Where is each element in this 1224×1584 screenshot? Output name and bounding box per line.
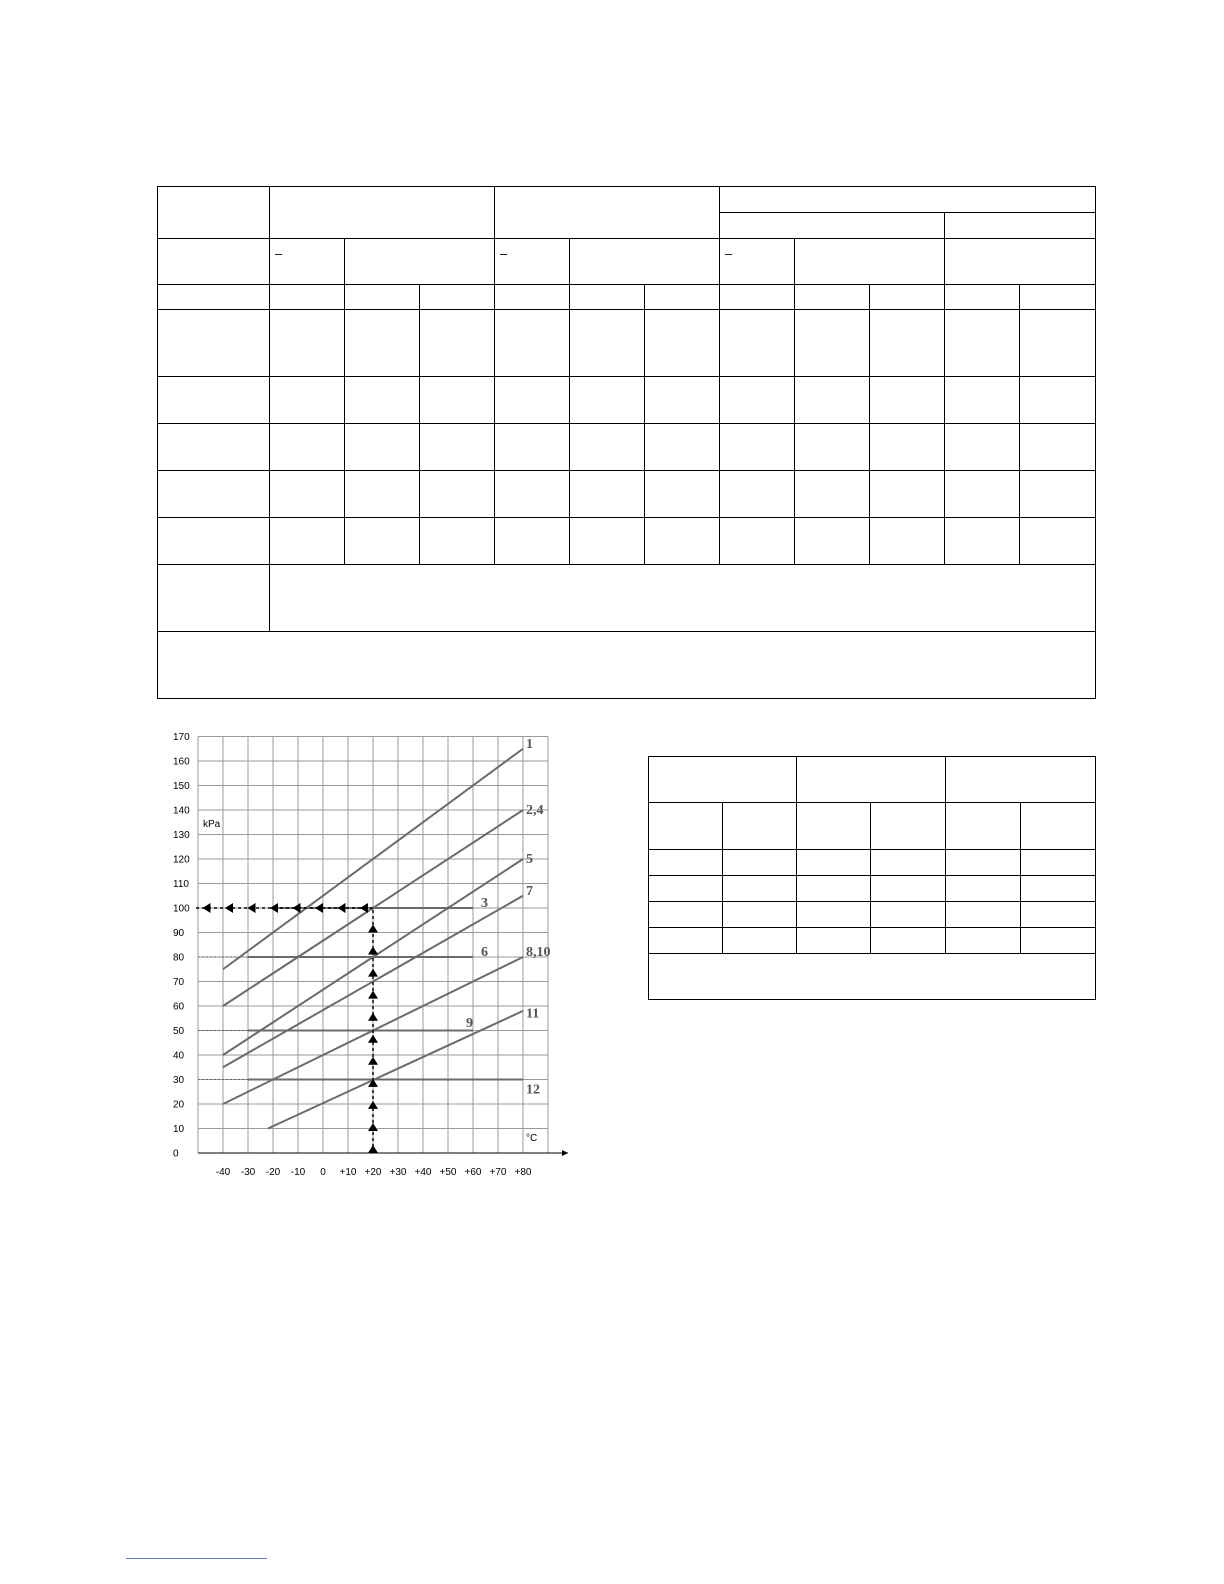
left-arrow [338,903,346,913]
y-tick-label: 30 [173,1075,185,1086]
table-row [649,803,1096,850]
table-cell [946,757,1096,803]
up-arrow [368,1145,378,1153]
table-cell [945,213,1096,239]
table-row [649,902,1096,928]
y-tick-label: 110 [173,879,189,890]
up-arrow [368,1057,378,1065]
series-label: 6 [481,945,488,961]
series-label: 9 [466,1016,473,1032]
up-arrow [368,991,378,999]
y-tick-label: 0 [173,1148,179,1160]
x-tick-label: -20 [265,1167,281,1178]
up-arrow [368,947,378,955]
y-tick-label: 160 [173,756,190,768]
table-row [158,310,1096,377]
series-label: 2,4 [526,803,544,818]
x-tick-label: +50 [439,1167,457,1178]
up-arrow [368,969,378,977]
series-label: 8,10 [526,945,551,961]
table-row [158,518,1096,565]
table-cell [270,187,495,239]
x-tick-label: +10 [339,1167,357,1178]
y-tick-label: 150 [173,781,190,792]
y-axis-label: kPa [203,819,221,831]
y-tick-label: 120 [173,854,190,866]
series-label: 7 [526,883,533,899]
table-cell [795,239,945,285]
x-tick-label: +40 [414,1167,432,1178]
up-arrow [368,1035,378,1043]
left-arrow [293,903,301,913]
table-row [649,928,1096,954]
chart-labels [466,737,551,1097]
table-cell [345,239,495,285]
y-tick-label: 20 [173,1099,185,1111]
table-cell [158,285,270,310]
x-tick-label: -10 [290,1167,306,1178]
y-tick-label: 90 [173,928,185,939]
secondary-table [648,756,1096,1000]
series-label: 11 [526,1006,540,1022]
y-tick-label: 80 [173,952,185,964]
y-tick-label: 70 [173,977,185,988]
y-tick-label: 10 [173,1124,185,1135]
series-label: 12 [526,1082,540,1098]
x-tick-label: +30 [389,1167,407,1178]
table-cell [649,757,797,803]
dash-cell: – [720,239,795,285]
left-arrow [315,903,323,913]
up-arrow [368,1123,378,1131]
x-tick-label: -30 [240,1167,256,1178]
table-cell [945,239,1096,285]
dash-cell: – [270,239,345,285]
table-cell [720,187,1096,213]
up-arrow [368,1101,378,1109]
series-line-11 [268,1011,523,1129]
left-arrow [360,903,368,913]
y-tick-label: 50 [173,1026,185,1037]
x-tick-label: -40 [215,1167,231,1178]
left-arrow [225,903,233,913]
footnote-separator [126,1558,267,1559]
table-row [158,424,1096,471]
x-tick-label: +60 [464,1167,482,1178]
table-cell [720,213,945,239]
series-label: 3 [481,896,488,912]
left-arrow [248,903,256,913]
table-cell [158,239,270,285]
table-row [649,850,1096,876]
x-tick-label: +80 [514,1167,532,1178]
y-tick-label: 60 [173,1001,185,1013]
x-tick-label: +20 [364,1167,382,1178]
table-row [158,471,1096,518]
table-row [158,377,1096,424]
y-tick-label: 100 [173,903,190,915]
x-tick-label: +70 [489,1167,507,1178]
dash-cell: – [495,239,570,285]
table-cell [495,187,720,239]
table-row [158,632,1096,699]
left-arrow [203,903,211,913]
y-tick-label: 170 [173,732,190,743]
table-cell [570,239,720,285]
table-row [158,565,1096,632]
left-arrow [270,903,278,913]
up-arrow [368,925,378,933]
main-data-table [157,186,1096,699]
table-cell [158,187,270,239]
series-label: 5 [526,852,533,867]
y-tick-label: 140 [173,805,190,817]
pressure-temperature-chart [160,725,600,1185]
y-tick-label: 40 [173,1050,185,1062]
table-row [649,954,1096,1000]
table-cell [797,757,946,803]
x-axis-arrowhead [562,1150,568,1156]
series-label: 1 [526,736,533,752]
table-row [649,876,1096,902]
y-tick-label: 130 [173,830,190,841]
x-tick-label: 0 [320,1167,326,1178]
up-arrow [368,1013,378,1021]
x-axis-label: °C [526,1132,538,1144]
